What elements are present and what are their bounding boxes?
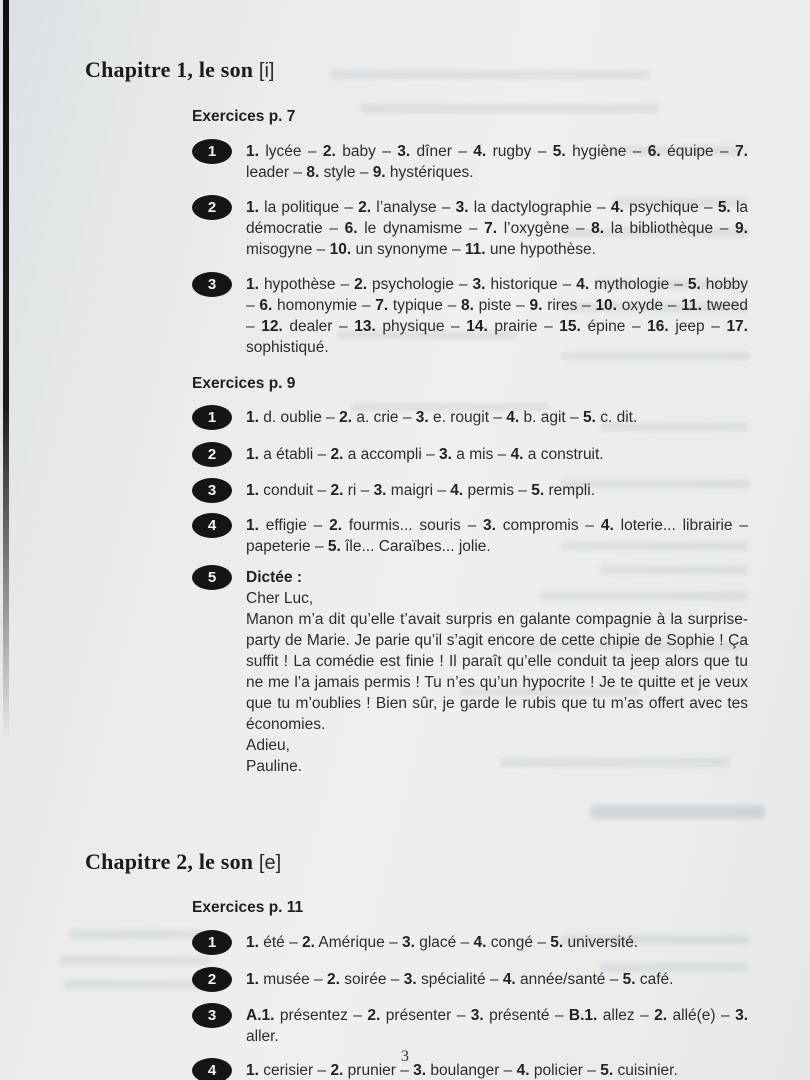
exercise-item <box>192 141 748 183</box>
item-number-badge: 1 <box>192 930 232 955</box>
answer-text: 1. la politique – 2. l’analyse – 3. la dactylographie – 4. psychique – 5. la démocratie – 6. le dynamisme – 7. l’oxygène – 8. la bibliothèque – 9. misogyne – 10. un synonyme – 11. une hypothèse. <box>246 199 749 258</box>
item-number-badge: 4 <box>192 513 232 538</box>
chapter-2-title <box>85 848 810 877</box>
chapter-title-text: Chapitre 1, le son <box>85 57 254 82</box>
dictation-salutation: Cher Luc, <box>246 590 314 607</box>
item-number-badge: 2 <box>192 195 232 220</box>
page-number: 3 <box>401 1048 409 1065</box>
answer-text: 1. été – 2. Amérique – 3. glacé – 4. congé – 5. université. <box>246 934 639 951</box>
dictation-label: Dictée : <box>246 569 302 586</box>
answer-text: 1. musée – 2. soirée – 3. spécialité – 4. année/santé – 5. café. <box>246 971 674 988</box>
exercise-item <box>192 932 748 955</box>
item-number-badge: 1 <box>192 405 232 430</box>
item-number-badge: 1 <box>192 139 232 164</box>
answer-text: 1. a établi – 2. a accompli – 3. a mis – 4. a construit. <box>246 446 604 463</box>
answer-text: 1. effigie – 2. fourmis... souris – 3. compromis – 4. loterie... librairie – papeterie – 5. île... Caraïbes... jolie. <box>246 517 748 555</box>
phonetic-symbol: [i] <box>258 60 275 82</box>
exercise-item <box>192 197 748 260</box>
answer-text: 1. d. oublie – 2. a. crie – 3. e. rougit – 4. b. agit – 5. c. dit. <box>246 409 638 426</box>
answer-text: 1. conduit – 2. ri – 3. maigri – 4. permis – 5. rempli. <box>246 482 596 499</box>
item-number-badge: 2 <box>192 442 232 467</box>
item-number-badge: 2 <box>192 967 232 992</box>
dictation-closing: Adieu, <box>246 737 290 754</box>
exercise-item <box>192 480 748 503</box>
exercises-heading-p11: Exercices p. 11 <box>192 899 304 916</box>
exercise-item <box>192 1005 748 1047</box>
exercise-item <box>192 444 748 467</box>
dictation-signature: Pauline. <box>246 758 303 775</box>
item-number-badge: 3 <box>192 478 232 503</box>
exercises-heading-p9: Exercices p. 9 <box>192 375 296 392</box>
answer-text: A.1. présentez – 2. présenter – 3. présenté – B.1. allez – 2. allé(e) – 3. aller. <box>246 1007 749 1045</box>
item-number-badge: 5 <box>192 565 232 590</box>
exercise-item <box>192 274 748 358</box>
item-number-badge: 3 <box>192 272 232 297</box>
dictation-body: Manon m’a dit qu’elle t’avait surpris en galante compagnie à la surprise-party de Marie. Je parie qu’il s’agit encore de cette chipie de Sophie ! Ça suffit ! La comédie est finie ! Il paraît qu’elle conduit ta jeep alors que tu ne me l’a jamais permis ! Tu n’es qu’un hypocrite ! Je te quitte et je veux que tu m’oublies ! Bien sûr, je garde le rubis que tu m’as offert avec tes économies. <box>246 611 748 733</box>
answer-text: 1. lycée – 2. baby – 3. dîner – 4. rugby – 5. hygiène – 6. équipe – 7. leader – 8. style – 9. hystériques. <box>246 143 748 181</box>
answer-text: 1. hypothèse – 2. psychologie – 3. historique – 4. mythologie – 5. hobby – 6. homonymie – 7. typique – 8. piste – 9. rires – 10. oxyde – 11. tweed – 12. dealer – 13. physique – 14. prairie – 15. épine – 16. jeep – 17. sophistiqué. <box>246 276 748 356</box>
dictation-block <box>246 567 748 777</box>
exercise-item <box>192 407 748 430</box>
dictation-item <box>192 567 748 777</box>
item-number-badge: 4 <box>192 1058 232 1080</box>
chapter-1-title <box>85 56 810 85</box>
answer-text: 1. cerisier – 2. prunier – 3. boulanger – 4. policier – 5. cuisinier. <box>246 1062 678 1079</box>
exercises-heading-p7: Exercices p. 7 <box>192 108 296 125</box>
item-number-badge: 3 <box>192 1003 232 1028</box>
phonetic-symbol: [e] <box>258 852 282 874</box>
chapter-title-text: Chapitre 2, le son <box>85 849 254 874</box>
exercise-item <box>192 515 748 557</box>
exercise-item <box>192 969 748 992</box>
